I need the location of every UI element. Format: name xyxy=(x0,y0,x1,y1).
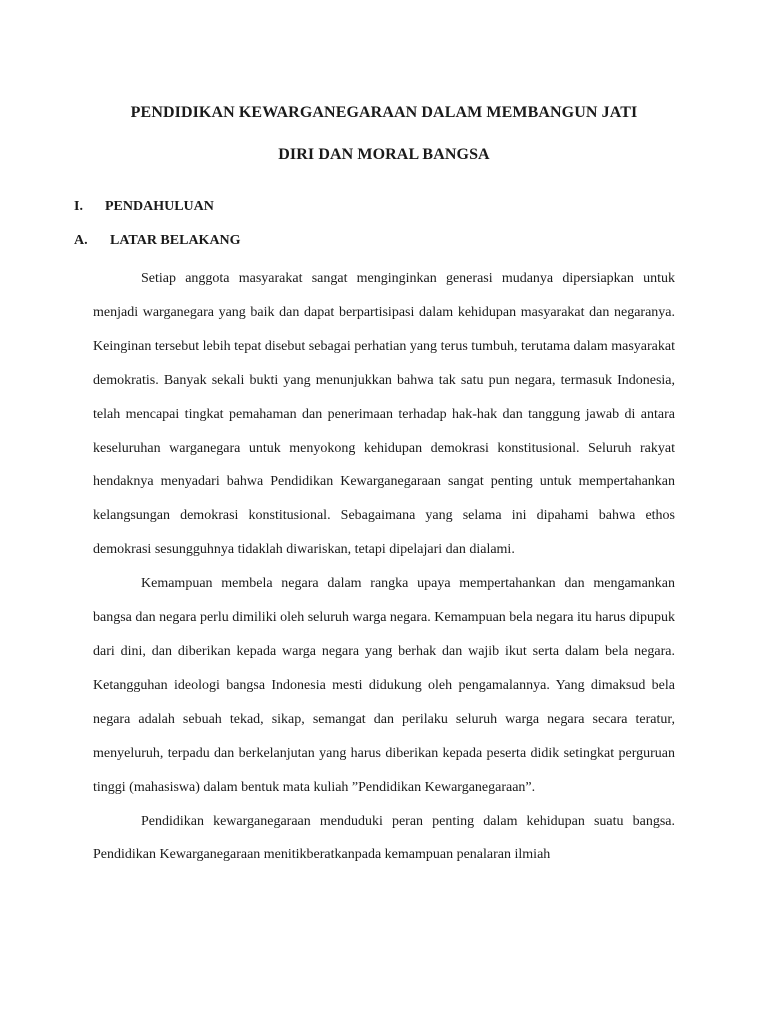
section-heading-pendahuluan xyxy=(74,199,374,219)
paragraph-3: Pendidikan kewarganegaraan menduduki peran penting dalam kehidupan suatu bangsa. Pendidikan Kewarganegaraan menitikberatkanpada kemampuan penalaran ilmiah xyxy=(93,813,675,863)
paragraph-1: Setiap anggota masyarakat sangat menginginkan generasi mudanya dipersiapkan untuk menjadi warganegara yang baik dan dapat berpartisipasi dalam kehidupan masyarakat dan negaranya. Keinginan tersebut lebih tepat disebut sebagai perhatian yang terus tumbuh, terutama dalam masyarakat demokratis. Banyak sekali bukti yang menunjukkan bahwa tak satu pun negara, termasuk Indonesia, telah mencapai tingkat pemahaman dan penerimaan terhadap hak-hak dan tanggung jawab di antara keseluruhan warganegara untuk menyokong kehidupan demokrasi konstitusional. Seluruh rakyat hendaknya menyadari bahwa Pendidikan Kewarganegaraan sangat penting untuk mempertahankan kelangsungan demokrasi konstitusional. Sebagaimana yang selama ini dipahami bahwa ethos demokrasi sesungguhnya tidaklah diwariskan, tetapi dipelajari dan dialami. xyxy=(93,271,675,558)
subsection-number: A. xyxy=(74,233,88,248)
paragraph-2: Kemampuan membela negara dalam rangka upaya mempertahankan dan mengamankan bangsa dan negara perlu dimiliki oleh seluruh warga negara. Kemampuan bela negara itu harus dipupuk dari dini, dan diberikan kepada warga negara yang berhak dan wajib ikut serta dalam bela negara. Ketangguhan ideologi bangsa Indonesia mesti didukung oleh pengamalannya. Yang dimaksud bela negara adalah sebuah tekad, sikap, semangat dan perilaku seluruh warga negara secara teratur, menyeluruh, terpadu dan berkelanjutan yang harus diberikan kepada peserta didik setingkat perguruan tinggi (mahasiswa) dalam bentuk mata kuliah ”Pendidikan Kewarganegaraan”. xyxy=(93,576,675,795)
document-title-line-2: DIRI DAN MORAL BANGSA xyxy=(278,146,490,163)
subsection-label: LATAR BELAKANG xyxy=(110,233,241,248)
section-number: I. xyxy=(74,199,83,214)
section-label: PENDAHULUAN xyxy=(105,199,214,214)
document-title-line-1: PENDIDIKAN KEWARGANEGARAAN DALAM MEMBANGUN JATI xyxy=(130,104,638,121)
subsection-heading-latar-belakang xyxy=(74,233,374,253)
body-text xyxy=(93,262,675,872)
